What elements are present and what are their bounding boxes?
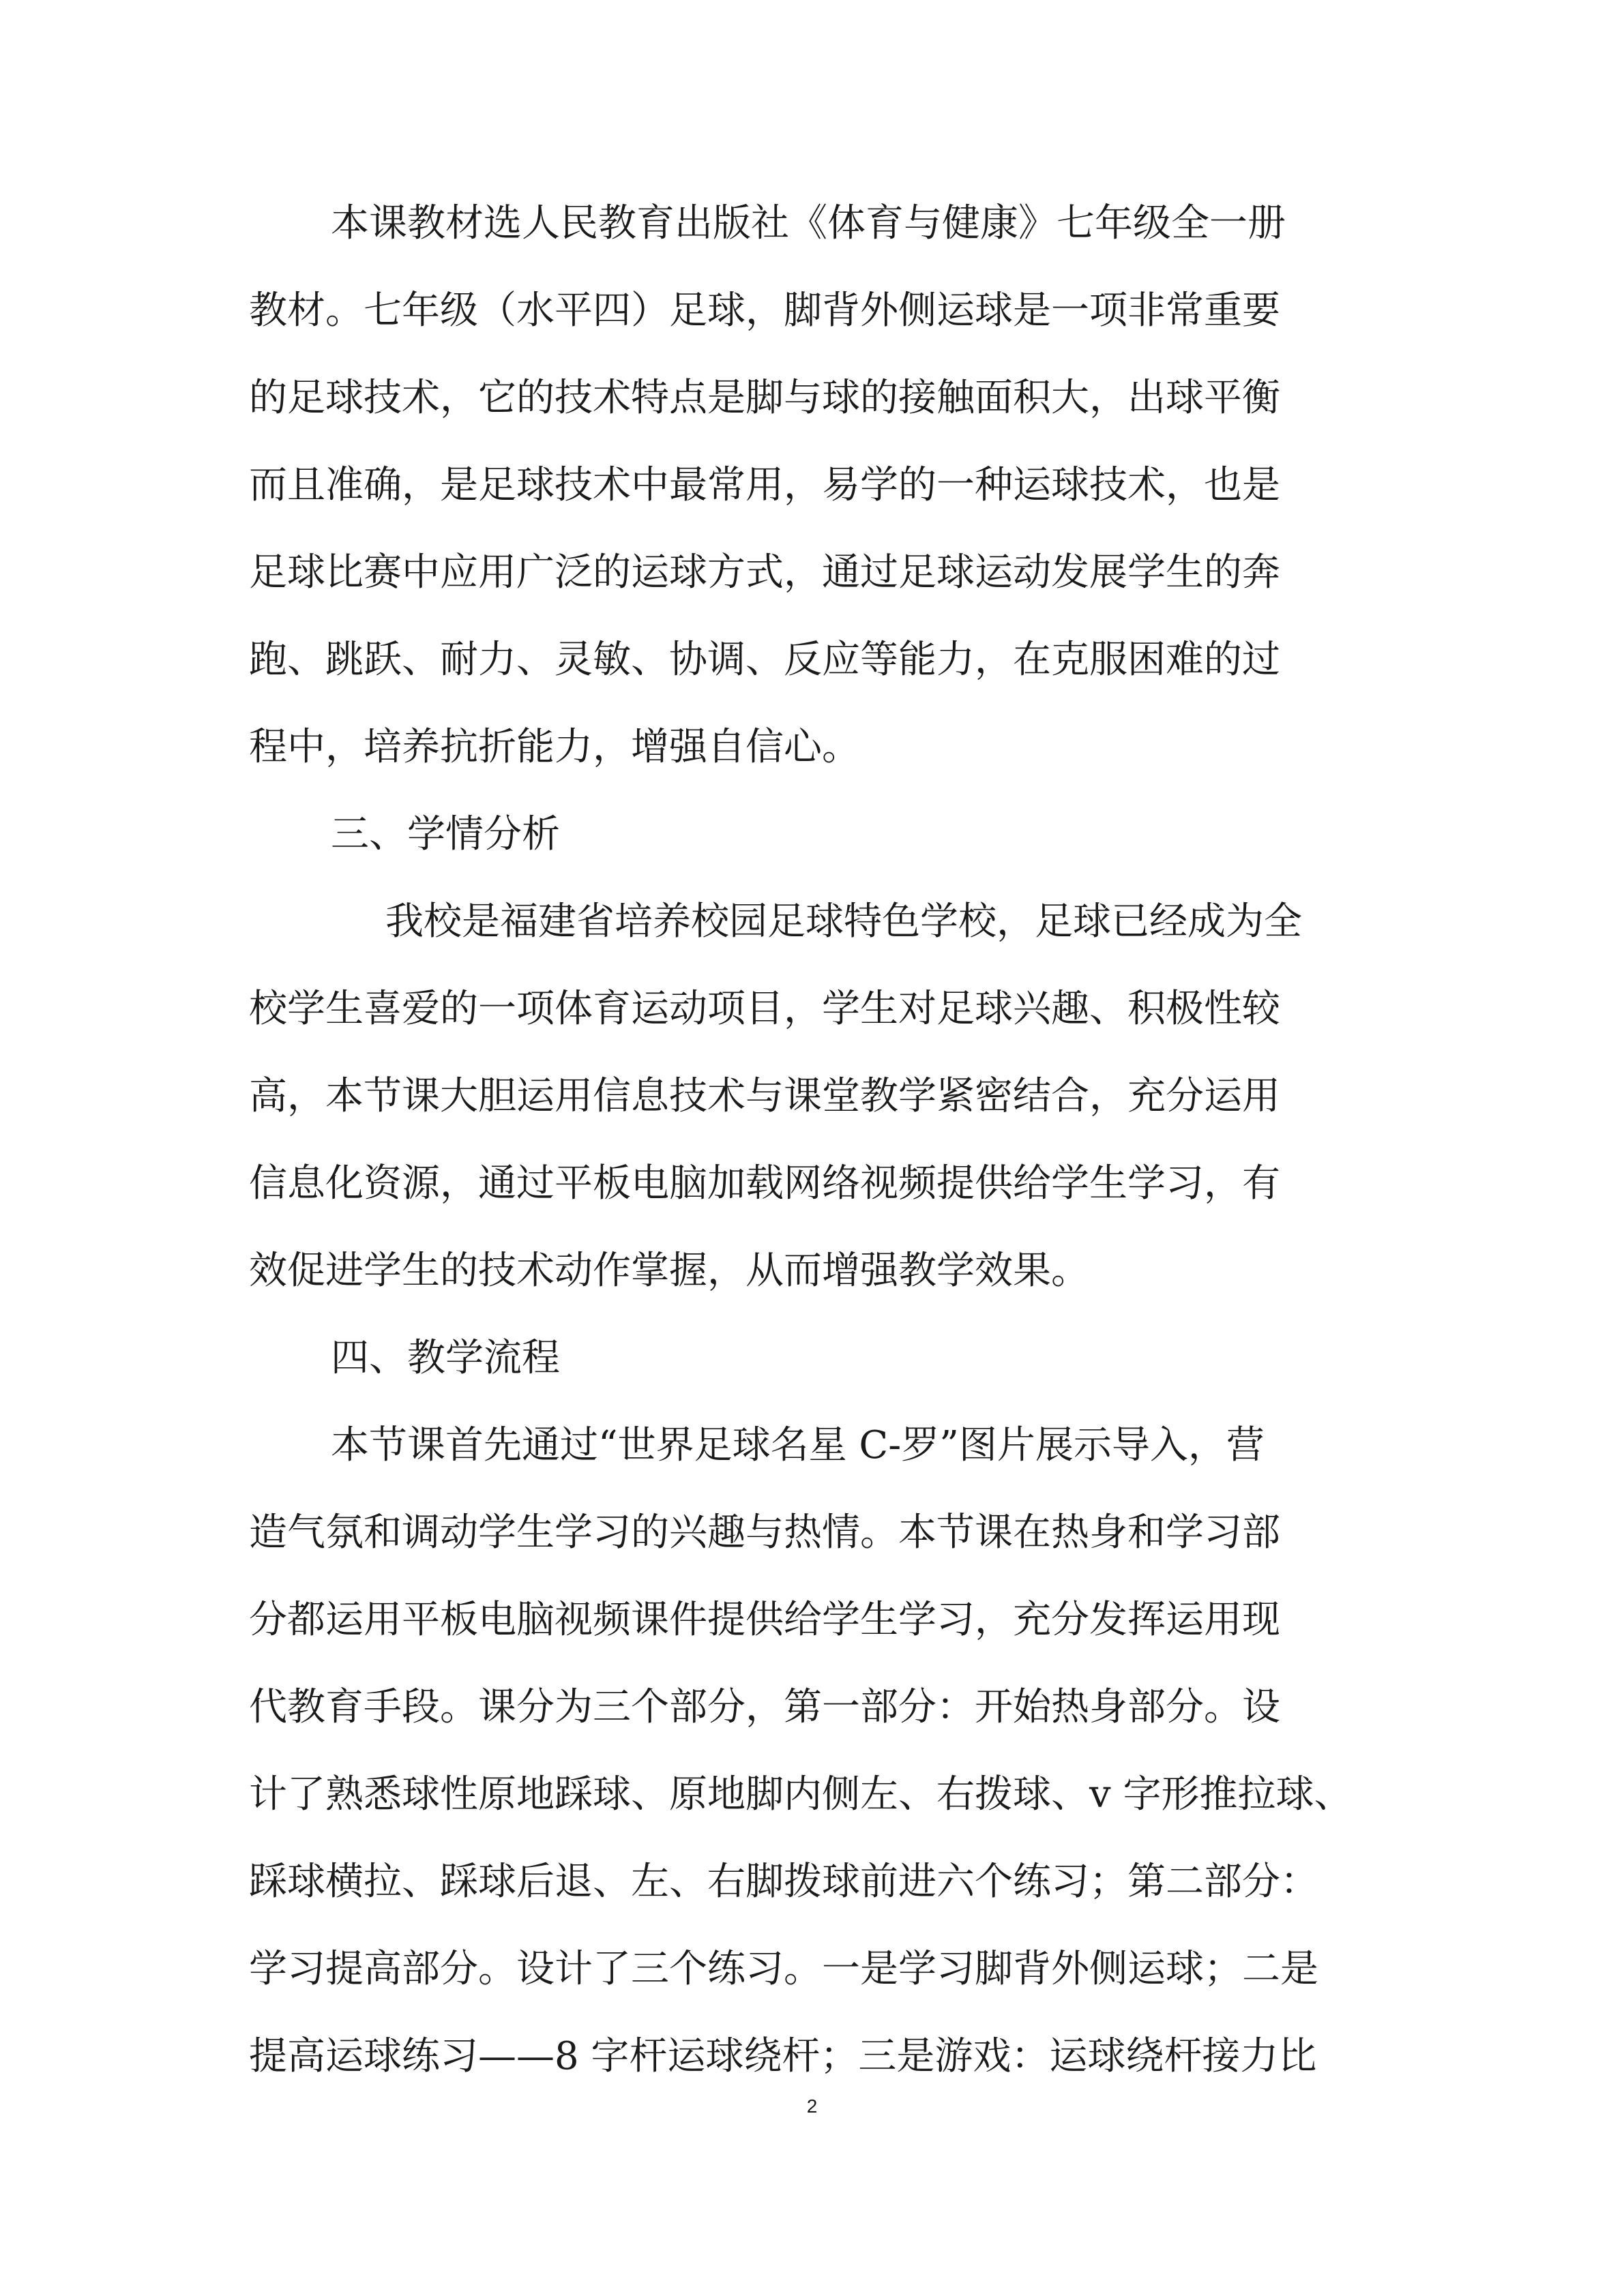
paragraph-line: 程中，培养抗折能力，增强自信心。 — [249, 725, 860, 769]
page-number: 2 — [806, 2096, 818, 2117]
paragraph-line: 我校是福建省培养校园足球特色学校，足球已经成为全 — [385, 899, 1302, 944]
paragraph-line: 代教育手段。课分为三个部分，第一部分：开始热身部分。设 — [249, 1685, 1280, 1729]
paragraph-line: 的足球技术，它的技术特点是脚与球的接触面积大，出球平衡 — [249, 376, 1280, 420]
paragraph-line: 信息化资源，通过平板电脑加载网络视频提供给学生学习，有 — [249, 1161, 1280, 1206]
paragraph-line: 教材。七年级（水平四）足球，脚背外侧运球是一项非常重要 — [249, 288, 1280, 333]
body-text — [249, 201, 1368, 2125]
paragraph-line: 分都运用平板电脑视频课件提供给学生学习，充分发挥运用现 — [249, 1598, 1280, 1642]
paragraph-line: 校学生喜爱的一项体育运动项目，学生对足球兴趣、积极性较 — [249, 987, 1280, 1031]
paragraph-line: 跑、跳跃、耐力、灵敏、协调、反应等能力，在克服困难的过 — [249, 638, 1280, 682]
paragraph-line: 而且准确，是足球技术中最常用，易学的一种运球技术，也是 — [249, 463, 1280, 507]
paragraph-line: 效促进学生的技术动作掌握，从而增强教学效果。 — [249, 1249, 1089, 1293]
paragraph-line: 足球比赛中应用广泛的运球方式，通过足球运动发展学生的奔 — [249, 550, 1280, 595]
paragraph-line: 本课教材选人民教育出版社《体育与健康》七年级全一册 — [331, 201, 1286, 245]
paragraph-line: 提高运球练习——8 字杆运球绕杆；三是游戏：运球绕杆接力比 — [249, 2034, 1317, 2078]
paragraph-line: 学习提高部分。设计了三个练习。一是学习脚背外侧运球；二是 — [249, 1947, 1318, 1991]
section-heading: 三、学情分析 — [331, 812, 560, 856]
paragraph-line: 计了熟悉球性原地踩球、原地脚内侧左、右拨球、v 字形推拉球、 — [249, 1772, 1353, 1817]
paragraph-line: 高，本节课大胆运用信息技术与课堂教学紧密结合，充分运用 — [249, 1074, 1280, 1118]
section-heading: 四、教学流程 — [331, 1336, 560, 1380]
paragraph-line: 踩球横拉、踩球后退、左、右脚拨球前进六个练习；第二部分： — [249, 1860, 1318, 1904]
paragraph-line: 本节课首先通过“世界足球名星 C-罗”图片展示导入，营 — [331, 1423, 1265, 1467]
paragraph-line: 造气氛和调动学生学习的兴趣与热情。本节课在热身和学习部 — [249, 1510, 1280, 1555]
